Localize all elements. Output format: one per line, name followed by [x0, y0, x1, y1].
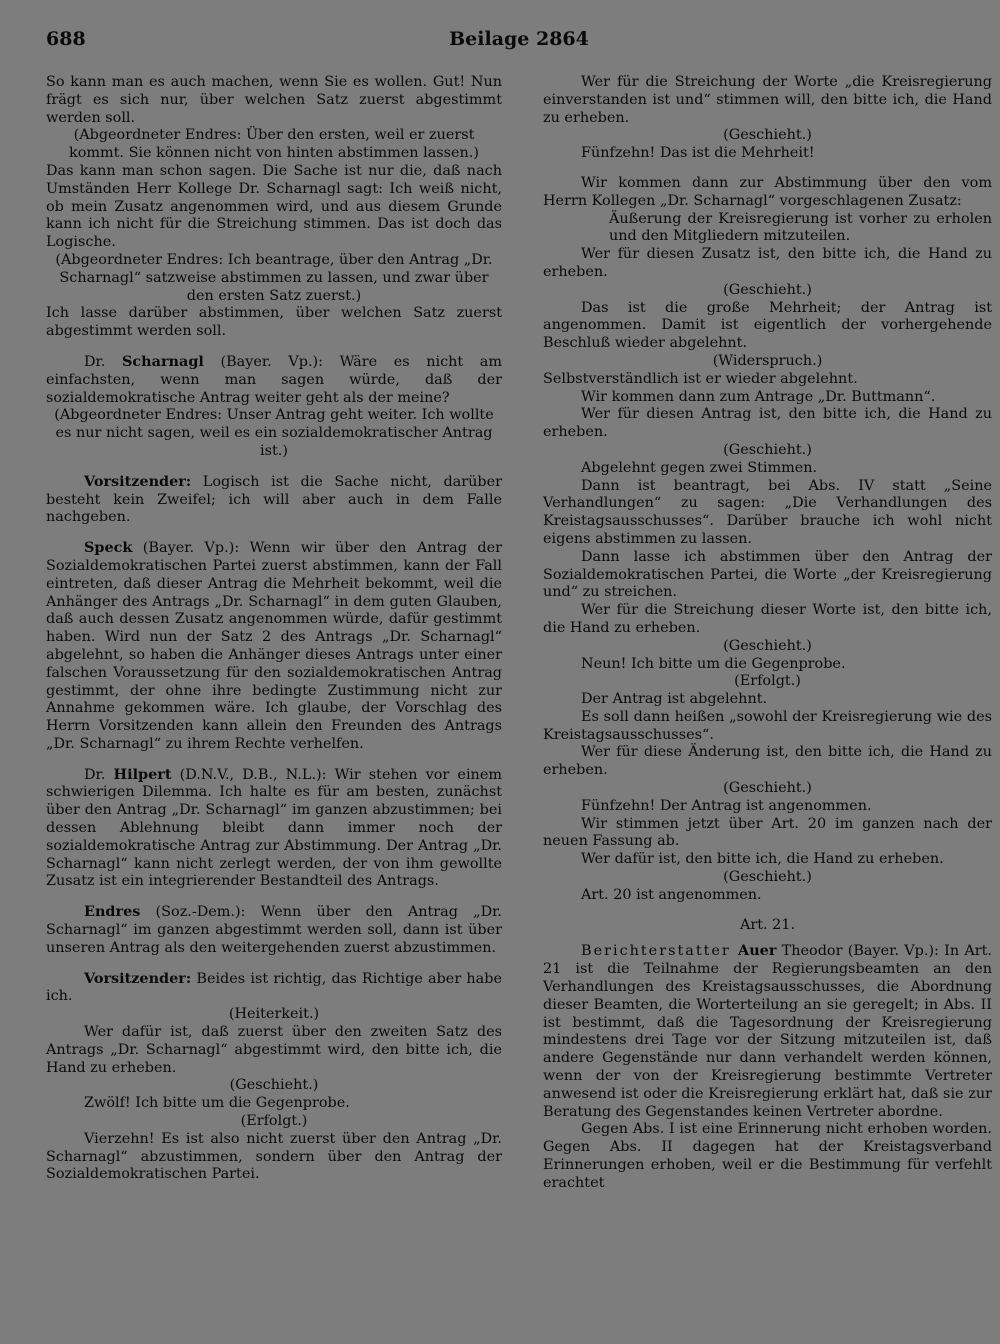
paragraph: Wir kommen dann zum Antrage „Dr. Buttmann“.	[581, 388, 936, 405]
page-title: Beilage 2864	[449, 28, 589, 50]
paragraph: Das kann man schon sagen. Die Sache ist nur die, daß nach Umständen Herr Kollege Dr. Scharnagl sagt: Ich weiß nicht, ob mein Zusatz angenommen wird, und aus diesem Grunde kann ich nicht für die Streichung stimmen. Das ist doch das Logische.	[46, 162, 502, 251]
right-column	[543, 74, 992, 1193]
paragraph: Das ist die große Mehrheit; der Antrag ist angenommen. Damit ist eigentlich der vorhergehende Beschluß wieder abgelehnt.	[543, 299, 992, 352]
paragraph: Gegen Abs. I ist eine Erinnerung nicht erhoben worden. Gegen Abs. II dagegen hat der Kreistagsverband Erinnerungen erhoben, weil er die Bestimmung für verfehlt erachtet	[543, 1121, 992, 1191]
interjection: (Geschieht.)	[723, 281, 812, 298]
paragraph: Wer für diese Änderung ist, den bitte ich, die Hand zu erheben.	[543, 744, 992, 779]
speech-hilpert: Dr. Hilpert (D.N.V., D.B., N.L.): Wir stehen vor einem schwierigen Dilemma. Ich halte es für am besten, zunächst über den Antrag „Dr. Scharnagl“ im ganzen abzustimmen; bei dessen Ablehnung bleibt dann immer noch der sozialdemokratische Antrag zur Abstimmung. Der Antrag „Dr. Scharnagl“ kann nicht zerlegt werden, der von ihm gewollte Zusatz ist ein integrierender Bestandteil des Antrags.	[46, 765, 502, 890]
interjection: (Geschieht.)	[723, 869, 812, 886]
paragraph: So kann man es auch machen, wenn Sie es wollen. Gut! Nun frägt es sich nur, über welchen Satz zuerst abgestimmt werden soll.	[46, 74, 502, 126]
paragraph: Es soll dann heißen „sowohl der Kreisregierung wie des Kreistagsausschusses“.	[543, 708, 992, 743]
speech-auer: Berichterstatter Auer Theodor (Bayer. Vp.): In Art. 21 ist die Teilnahme der Regierungsbeamten an den Verhandlungen des Kreistagsausschusses, die Abordnung dieser Beamten, die Worterteilung an sie geregelt; in Abs. II ist bestimmt, daß die Tagesordnung der Kreisregierung mindestens drei Tage vor der Sitzung mitzuteilen ist, daß andere Gegenstände nur dann verhandelt werden können, wenn der von der Kreisregierung bestimmte Vertreter anwesend ist oder die Kreisregierung erklärt hat, daß sie zur Beratung des Gegenstandes keinen Vertreter abordne.	[543, 942, 992, 1120]
interjection: (Abgeordneter Endres: Unser Antrag geht weiter. Ich wollte es nur nicht sagen, weil es ein sozialdemokratischer Antrag ist.)	[54, 407, 494, 459]
speech-endres: Endres (Soz.-Dem.): Wenn über den Antrag „Dr. Scharnagl“ im ganzen abgestimmt werden soll, dann ist über unseren Antrag als den weitergehenden zuerst abzustimmen.	[46, 903, 502, 956]
interjection: (Abgeordneter Endres: Über den ersten, weil er zuerst kommt. Sie können nicht von hinten abstimmen lassen.)	[68, 127, 480, 162]
interjection: (Geschieht.)	[723, 780, 812, 797]
interjection: (Geschieht.)	[723, 127, 812, 144]
paragraph: Selbstverständlich ist er wieder abgelehnt.	[543, 370, 858, 387]
paragraph: Wer für die Streichung der Worte „die Kreisregierung einverstanden ist und“ stimmen will, den bitte ich, die Hand zu erheben.	[543, 74, 992, 126]
interjection: (Erfolgt.)	[734, 673, 801, 690]
paragraph: Abgelehnt gegen zwei Stimmen.	[581, 459, 818, 476]
paragraph: Zwölf! Ich bitte um die Gegenprobe.	[84, 1095, 350, 1112]
paragraph: Wer dafür ist, den bitte ich, die Hand zu erheben.	[581, 851, 944, 868]
quoted-proposal: Äußerung der Kreisregierung ist vorher zu erholen und den Mitgliedern mitzuteilen.	[609, 210, 992, 245]
speaker-name: Speck	[84, 539, 133, 557]
speech-vorsitzender: Vorsitzender: Beides ist richtig, das Richtige aber habe ich.	[46, 969, 502, 1005]
interjection: (Geschieht.)	[229, 1077, 319, 1094]
paragraph: Fünfzehn! Das ist die Mehrheit!	[581, 145, 815, 162]
interjection: (Geschieht.)	[723, 637, 812, 654]
paragraph: Wer dafür ist, daß zuerst über den zweiten Satz des Antrags „Dr. Scharnagl“ abgestimmt wird, den bitte ich, die Hand zu erheben.	[46, 1024, 502, 1076]
speech-scharnagl: Dr. Scharnagl (Bayer. Vp.): Wäre es nicht am einfachsten, wenn man sagen würde, daß der sozialdemokratische Antrag weiter geht als der meine?	[46, 352, 503, 406]
paragraph: Ich lasse darüber abstimmen, über welchen Satz zuerst abgestimmt werden soll.	[46, 305, 502, 340]
paragraph: Wer für diesen Antrag ist, den bitte ich, die Hand zu erheben.	[543, 406, 992, 441]
interjection: (Widerspruch.)	[712, 352, 823, 369]
page-number: 688	[46, 28, 86, 50]
speaker-name: Hilpert	[113, 765, 172, 783]
paragraph: Wir kommen dann zur Abstimmung über den vom Herrn Kollegen „Dr. Scharnagl“ vorgeschlagenen Zusatz:	[543, 174, 992, 209]
left-column	[46, 74, 502, 1184]
paragraph: Wer für die Streichung dieser Worte ist, den bitte ich, die Hand zu erheben.	[543, 602, 992, 636]
speech-vorsitzender: Vorsitzender: Logisch ist die Sache nicht, darüber besteht kein Zweifel; ich will aber auch in dem Falle nachgeben.	[46, 472, 502, 526]
page-header	[46, 28, 992, 62]
speaker-name: Scharnagl	[122, 352, 204, 370]
paragraph: Fünfzehn! Der Antrag ist angenommen.	[581, 797, 872, 814]
paragraph: Neun! Ich bitte um die Gegenprobe.	[581, 655, 846, 672]
interjection: (Heiterkeit.)	[228, 1006, 320, 1023]
speaker-name: Endres	[84, 903, 141, 921]
paragraph: Dann lasse ich abstimmen über den Antrag der Sozialdemokratischen Partei, die Worte „der Kreisregierung und“ zu streichen.	[543, 548, 992, 601]
paragraph: Wer für diesen Zusatz ist, den bitte ich, die Hand zu erheben.	[543, 246, 992, 280]
paragraph: Art. 20 ist angenommen.	[581, 886, 762, 903]
interjection: (Geschieht.)	[723, 441, 812, 458]
speaker-name: Vorsitzender:	[84, 969, 192, 987]
speaker-name: Auer	[738, 942, 777, 960]
paragraph: Der Antrag ist abgelehnt.	[581, 691, 768, 708]
paragraph: Wir stimmen jetzt über Art. 20 im ganzen nach der neuen Fassung ab.	[543, 815, 992, 850]
paragraph: Vierzehn! Es ist also nicht zuerst über den Antrag „Dr. Scharnagl“ abzustimmen, sondern über den Antrag der Sozialdemokratischen Partei.	[46, 1130, 502, 1183]
article-heading: Art. 21.	[739, 916, 796, 933]
interjection: (Erfolgt.)	[240, 1113, 308, 1130]
speech-speck: Speck (Bayer. Vp.): Wenn wir über den Antrag der Sozialdemokratischen Partei zuerst abstimmen, kann der Fall eintreten, daß dieser Antrag die Mehrheit bekommt, weil die Anhänger des Antrags „Dr. Scharnagl“ in dem guten Glauben, daß auch dessen Zusatz angenommen würde, dafür gestimmt haben. Wird nun der Satz 2 des Antrags „Dr. Scharnagl“ abgelehnt, so haben die Anhänger dieses Antrags unter einer falschen Voraussetzung für den sozialdemokratischen Antrag gestimmt, der ohne ihre bedingte Zustimmung nicht zur Annahme gekommen wäre. Ich glaube, der Vorschlag des Herrn Vorsitzenden kann allein den Freunden des Antrags „Dr. Scharnagl“ zu ihrem Rechte verhelfen.	[46, 539, 502, 752]
paragraph: Dann ist beantragt, bei Abs. IV statt „Seine Verhandlungen“ zu sagen: „Die Verhandlungen des Kreistagsausschusses“. Darüber brauche ich wohl nicht eigens abstimmen zu lassen.	[543, 477, 992, 547]
speaker-name: Vorsitzender:	[84, 472, 192, 490]
interjection: (Abgeordneter Endres: Ich beantrage, über den Antrag „Dr. Scharnagl“ satzweise abstimmen zu lassen, und zwar über den ersten Satz zuerst.)	[55, 251, 493, 304]
